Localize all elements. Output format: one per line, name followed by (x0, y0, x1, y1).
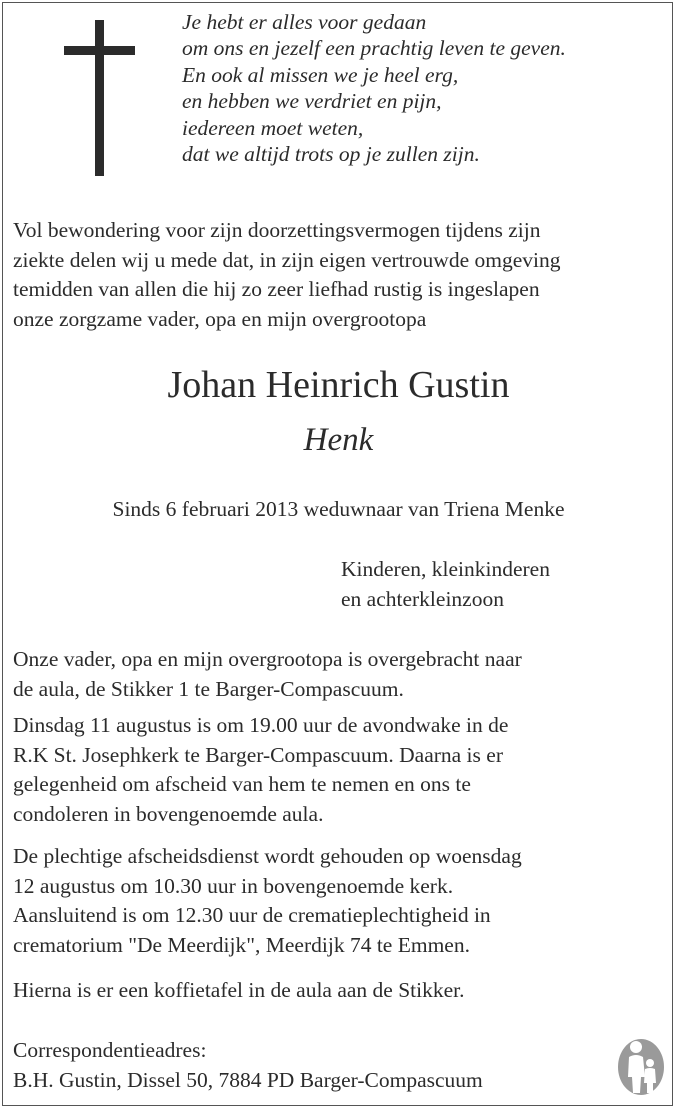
poem-line: iedereen moet weten, (182, 115, 364, 140)
aula-line: Onze vader, opa en mijn overgrootopa is overgebracht naar (13, 647, 522, 671)
wake-line: gelegenheid om afscheid van hem te nemen en ons te (13, 772, 471, 796)
service-paragraph (13, 842, 522, 960)
service-line: crematorium "De Meerdijk", Meerdijk 74 te Emmen. (13, 932, 470, 957)
correspondence (13, 1036, 483, 1095)
aula-line: de aula, de Stikker 1 te Barger-Compascuum. (13, 676, 404, 701)
widower-line: Sinds 6 februari 2013 weduwnaar van Triena Menke (112, 497, 565, 521)
service-line: Aansluitend is om 12.30 uur de crematieplechtigheid in (13, 903, 491, 927)
poem (182, 9, 566, 167)
coffee-paragraph (13, 976, 465, 1006)
intro-line: ziekte delen wij u mede dat, in zijn eigen vertrouwde omgeving (13, 247, 561, 272)
wake-line: condoleren in bovengenoemde aula. (13, 801, 324, 826)
aula-paragraph (13, 645, 522, 704)
deceased-name: Johan Heinrich Gustin (167, 364, 510, 406)
wake-line: R.K St. Josephkerk te Barger-Compascuum. Daarna is er (13, 742, 503, 767)
poem-line: om ons en jezelf een prachtig leven te geven. (182, 36, 566, 61)
wake-paragraph (13, 711, 508, 829)
wake-line: Dinsdag 11 augustus is om 19.00 uur de avondwake in de (13, 713, 509, 737)
intro-line: temidden van allen die hij zo zeer liefhad rustig is ingeslapen (13, 277, 540, 301)
family-line: Kinderen, kleinkinderen (341, 557, 550, 581)
poem-line: Je hebt er alles voor gedaan (182, 10, 427, 34)
intro-line: Vol bewondering voor zijn doorzettingsvermogen tijdens zijn (13, 218, 541, 242)
family-signature (341, 554, 550, 614)
poem-line: En ook al missen we je heel erg, (182, 62, 459, 87)
poem-line: en hebben we verdriet en pijn, (182, 89, 442, 114)
service-line: 12 augustus om 10.30 uur in bovengenoemde kerk. (13, 873, 454, 898)
service-line: De plechtige afscheidsdienst wordt gehouden op woensdag (13, 844, 522, 868)
intro-paragraph (13, 216, 560, 334)
family-line: en achterkleinzoon (341, 587, 504, 611)
correspondence-label: Correspondentieadres: (13, 1038, 207, 1062)
intro-line: onze zorgzame vader, opa en mijn overgrootopa (13, 306, 427, 331)
poem-line: dat we altijd trots op je zullen zijn. (182, 142, 480, 167)
deceased-nickname: Henk (303, 422, 374, 458)
correspondence-address: B.H. Gustin, Dissel 50, 7884 PD Barger-Compascuum (13, 1067, 483, 1092)
coffee-line: Hierna is er een koffietafel in de aula aan de Stikker. (13, 978, 465, 1002)
family-silhouette-logo (616, 1017, 666, 1097)
